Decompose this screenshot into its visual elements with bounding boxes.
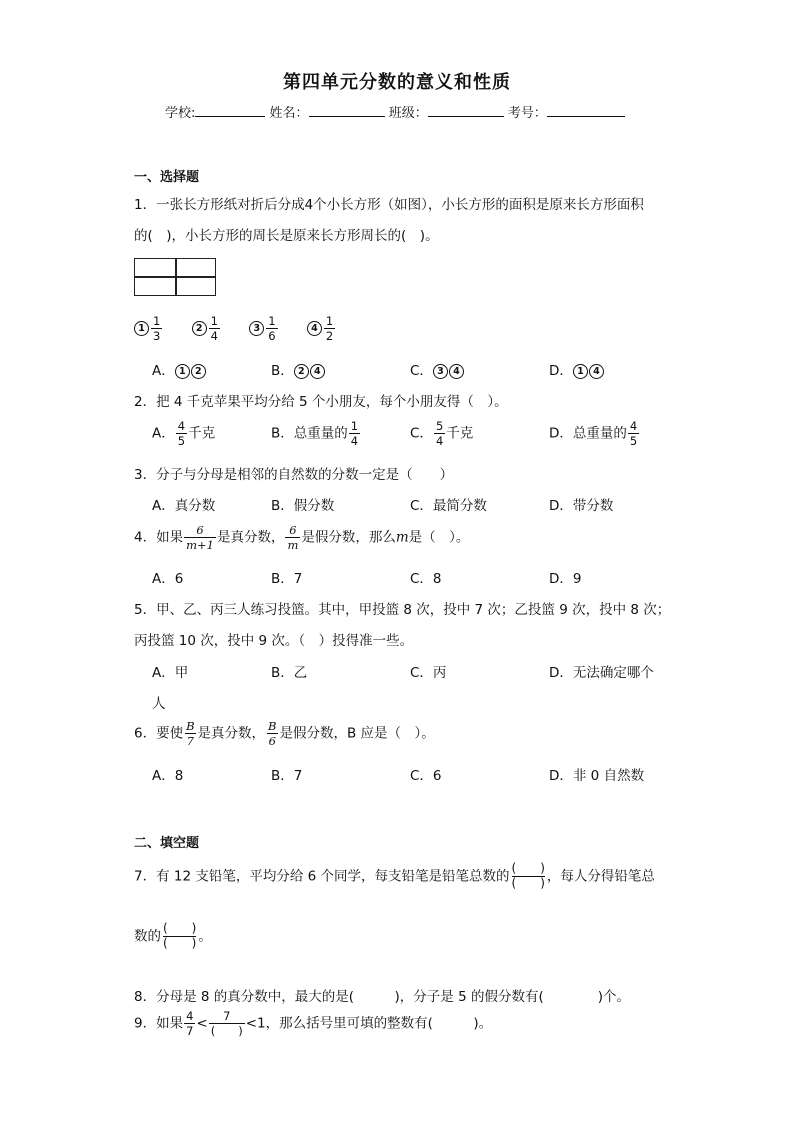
q1-option-c[interactable]: C． 3 4 (410, 359, 465, 379)
fraction: $\frac{1}{4}$ (350, 419, 359, 449)
q5-option-a[interactable]: A．甲 (152, 665, 189, 681)
q7-line1: 7．有 12 支铅笔，平均分给 6 个同学，每支铅笔是铅笔总数的 $\frac{( )}{( )}$ ，每人分得铅笔总 (134, 861, 655, 890)
q3-stem: 3．分子与分母是相邻的自然数的分数一定是（ ） (134, 467, 454, 483)
name-blank (309, 102, 385, 117)
circled-number-icon: 4 (307, 321, 322, 336)
fraction: $\frac{4}{5}$ (177, 419, 186, 449)
student-info-line (165, 102, 625, 121)
q3-option-a[interactable]: A．真分数 (152, 498, 216, 514)
fraction: $\frac{1}{2}$ (325, 314, 334, 344)
school-blank (195, 102, 265, 117)
q5-option-d[interactable]: D．无法确定哪个 (549, 665, 654, 681)
q1-option-b[interactable]: B． 2 4 (271, 359, 326, 379)
q4-option-c[interactable]: C．8 (410, 571, 442, 587)
q1-option-a[interactable]: A． 1 2 (152, 359, 207, 379)
fraction: $\frac{6}{m+1}$ (186, 523, 214, 553)
q3-option-c[interactable]: C．最简分数 (410, 498, 487, 514)
fraction: $\frac{1}{6}$ (268, 314, 276, 344)
q1-choice-4 (307, 314, 336, 344)
number-label: 考号： (507, 106, 547, 121)
q6-option-a[interactable]: A．8 (152, 768, 184, 784)
circled-number-icon: 1 (573, 364, 588, 379)
q2-option-c[interactable]: C． $\frac{5}{4}$ 千克 (410, 419, 474, 449)
q3-option-d[interactable]: D．带分数 (549, 498, 614, 514)
circled-number-icon: 4 (449, 364, 464, 379)
fraction: $\frac{5}{4}$ (435, 419, 444, 449)
q2-option-d[interactable]: D．总重量的 $\frac{4}{5}$ (549, 419, 638, 449)
fraction: $\frac{B}{6}$ (268, 719, 277, 749)
blank-fraction[interactable]: $\frac{7}{( )}$ (210, 1009, 243, 1039)
q8-stem: 8．分母是 8 的真分数中，最大的是( )，分子是 5 的假分数有( )个。 (134, 989, 630, 1005)
class-blank (428, 102, 504, 117)
blank-fraction[interactable]: $\frac{( )}{( )}$ (163, 921, 197, 950)
q2-option-b[interactable]: B．总重量的 $\frac{1}{4}$ (271, 419, 359, 449)
section-title-fill: 二、填空题 (134, 836, 200, 851)
q1-choice-3 (249, 314, 283, 344)
section-title-choice: 一、选择题 (134, 170, 200, 185)
q7-line2: 数的 $\frac{( )}{( )}$ 。 (134, 921, 212, 950)
q1-choice-2 (192, 314, 226, 344)
class-label: 班级： (388, 106, 428, 121)
fraction: $\frac{6}{m}$ (287, 523, 299, 553)
school-label: 学校: (165, 106, 196, 121)
q4-option-a[interactable]: A．6 (152, 571, 184, 587)
q4-stem: 4．如果 $\frac{6}{m+1}$ 是真分数， $\frac{6}{m}$ 是假分数，那么m是（ ）。 (134, 523, 470, 553)
q3-option-b[interactable]: B．假分数 (271, 498, 335, 514)
circled-number-icon: 2 (192, 321, 207, 336)
q4-option-b[interactable]: B．7 (271, 571, 303, 587)
circled-number-icon: 1 (134, 321, 149, 336)
circled-number-icon: 1 (175, 364, 190, 379)
fraction: $\frac{4}{7}$ (186, 1009, 194, 1039)
q5-line1: 5．甲、乙、丙三人练习投篮。其中，甲投篮 8 次，投中 7 次；乙投篮 9 次，投中 8 次； (134, 602, 671, 618)
q1-choice-1 (134, 314, 168, 344)
circled-number-icon: 2 (294, 364, 309, 379)
fraction: $\frac{4}{5}$ (629, 419, 638, 449)
circled-number-icon: 3 (249, 321, 264, 336)
q9-stem: 9．如果 $\frac{4}{7}$ < $\frac{7}{( )}$ <1，那么括号里可填的整数有( )。 (134, 1009, 493, 1039)
fraction: $\frac{B}{7}$ (186, 719, 195, 749)
q1-choice-list (134, 315, 336, 342)
q5-line2: 丙投篮 10 次，投中 9 次。（ ）投得准一些。 (134, 633, 414, 649)
q6-option-b[interactable]: B．7 (271, 768, 303, 784)
q6-option-d[interactable]: D．非 0 自然数 (549, 768, 645, 784)
q1-line2: 的( )，小长方形的周长是原来长方形周长的( )。 (134, 228, 439, 244)
rectangle-figure (134, 258, 216, 296)
circled-number-icon: 4 (310, 364, 325, 379)
fraction: $\frac{1}{3}$ (153, 314, 161, 344)
q2-stem: 2．把 4 千克苹果平均分给 5 个小朋友，每个小朋友得（ ）。 (134, 394, 508, 410)
circled-number-icon: 4 (589, 364, 604, 379)
q4-option-d[interactable]: D．9 (549, 571, 582, 587)
q5-option-b[interactable]: B．乙 (271, 665, 308, 681)
circled-number-icon: 3 (433, 364, 448, 379)
q2-option-a[interactable]: A． $\frac{4}{5}$ 千克 (152, 419, 216, 449)
figure-horizontal-fold (135, 276, 215, 278)
q6-stem: 6．要使 $\frac{B}{7}$ 是真分数， $\frac{B}{6}$ 是假分数，B 应是（ ）。 (134, 719, 435, 749)
blank-fraction[interactable]: $\frac{( )}{( )}$ (511, 861, 545, 890)
fraction: $\frac{1}{4}$ (210, 314, 218, 344)
q5-option-c[interactable]: C．丙 (410, 665, 447, 681)
q1-line1: 1．一张长方形纸对折后分成4个小长方形（如图），小长方形的面积是原来长方形面积 (134, 197, 644, 213)
name-label: 姓名： (269, 106, 309, 121)
circled-number-icon: 2 (191, 364, 206, 379)
q6-option-c[interactable]: C．6 (410, 768, 442, 784)
number-blank (547, 102, 625, 117)
q5-option-d-wrap: 人 (152, 696, 166, 712)
q1-option-d[interactable]: D． 1 4 (549, 359, 605, 379)
page-title: 第四单元分数的意义和性质 (283, 72, 511, 93)
